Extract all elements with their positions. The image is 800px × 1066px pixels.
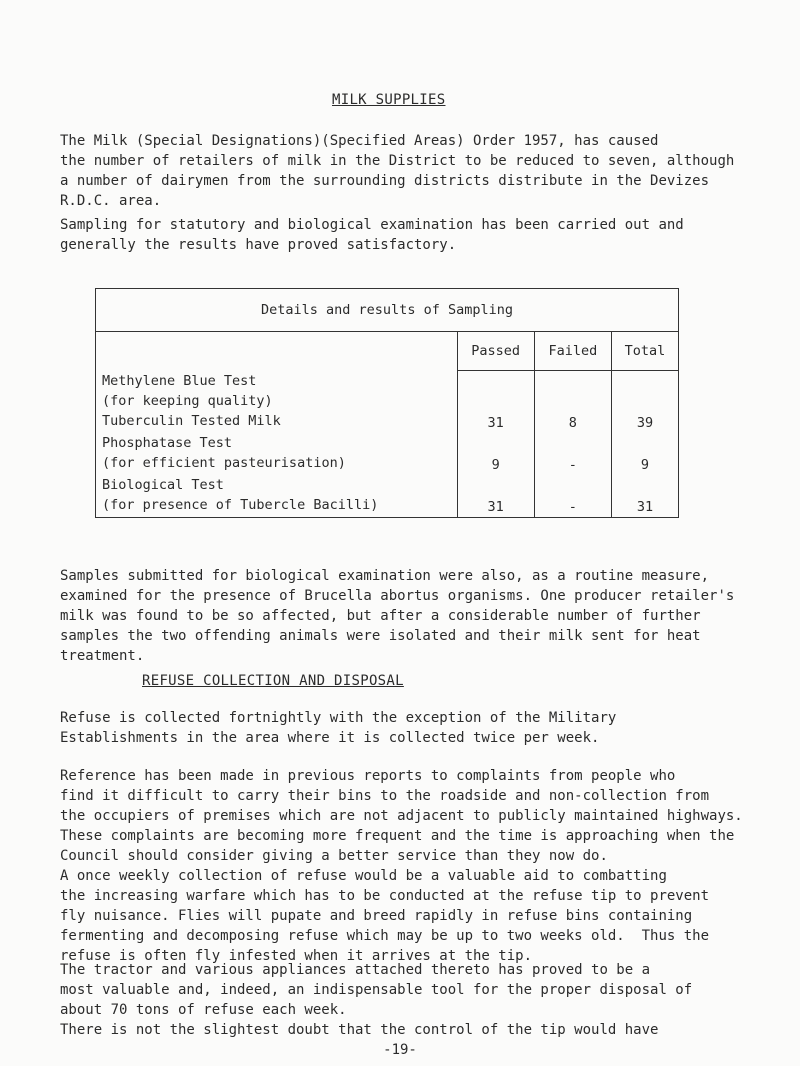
milk-paragraph-1: The Milk (Special Designations)(Specified Areas) Order 1957, has caused the number of retailers of milk in the District to be reduced to seven, although a number of dairymen from the surrounding districts distribute in the Devizes R.D.C. area. [60, 133, 735, 209]
refuse-paragraph-2: Reference has been made in previous reports to complaints from people who find it difficult to carry their bins to the roadside and non-collection from the occupiers of premises which are not adjacent to publicly maintained highways. These complaints are becoming more frequent and the time is approaching when the Council should consider giving a better service than they now do. [60, 768, 743, 864]
passed-value: 9 [457, 433, 534, 475]
brucella-paragraph: Samples submitted for biological examination were also, as a routine measure, examined for the presence of Brucella abortus organisms. One producer retailer's milk was found to be so affected, but after a considerable number of further samples the two offending animals were isolated and their milk sent for heat treatment. [60, 568, 735, 664]
row-label: Biological Test (for presence of Tubercle Bacilli) [96, 475, 458, 518]
row-label: Phosphatase Test (for efficient pasteurisation) [96, 433, 458, 475]
failed-value: - [534, 475, 611, 518]
refuse-paragraph-5: There is not the slightest doubt that the control of the tip would have [60, 1022, 659, 1038]
column-header-passed: Passed [457, 332, 534, 371]
table-row [96, 433, 679, 475]
page-number: -19- [383, 1042, 417, 1058]
refuse-paragraph-4: The tractor and various appliances attached thereto has proved to be a most valuable and, indeed, an indispensable tool for the proper disposal of about 70 tons of refuse each week. [60, 962, 693, 1018]
total-value: 39 [611, 371, 678, 434]
refuse-paragraph-3: A once weekly collection of refuse would be a valuable aid to combatting the increasing warfare which has to be conducted at the refuse tip to prevent fly nuisance. Flies will pupate and breed rapidly in refuse bins containing fermenting and decomposing refuse which may be up to two weeks old. Thus the refuse is often fly infested when it arrives at the tip. [60, 868, 710, 964]
row-label: Methylene Blue Test (for keeping quality) Tuberculin Tested Milk [96, 371, 458, 434]
table-label-header [96, 332, 458, 371]
milk-supplies-heading: MILK SUPPLIES [332, 92, 446, 108]
refuse-collection-heading: REFUSE COLLECTION AND DISPOSAL [142, 673, 404, 689]
table-title: Details and results of Sampling [96, 289, 679, 332]
refuse-paragraph-1: Refuse is collected fortnightly with the exception of the Military Establishments in the area where it is collected twice per week. [60, 710, 617, 746]
sampling-table [95, 288, 679, 518]
failed-value: - [534, 433, 611, 475]
passed-value: 31 [457, 371, 534, 434]
table-row [96, 371, 679, 434]
column-header-total: Total [611, 332, 678, 371]
failed-value: 8 [534, 371, 611, 434]
passed-value: 31 [457, 475, 534, 518]
total-value: 31 [611, 475, 678, 518]
milk-paragraph-2: Sampling for statutory and biological examination has been carried out and generally the results have proved satisfactory. [60, 217, 684, 253]
total-value: 9 [611, 433, 678, 475]
table-row [96, 475, 679, 518]
column-header-failed: Failed [534, 332, 611, 371]
